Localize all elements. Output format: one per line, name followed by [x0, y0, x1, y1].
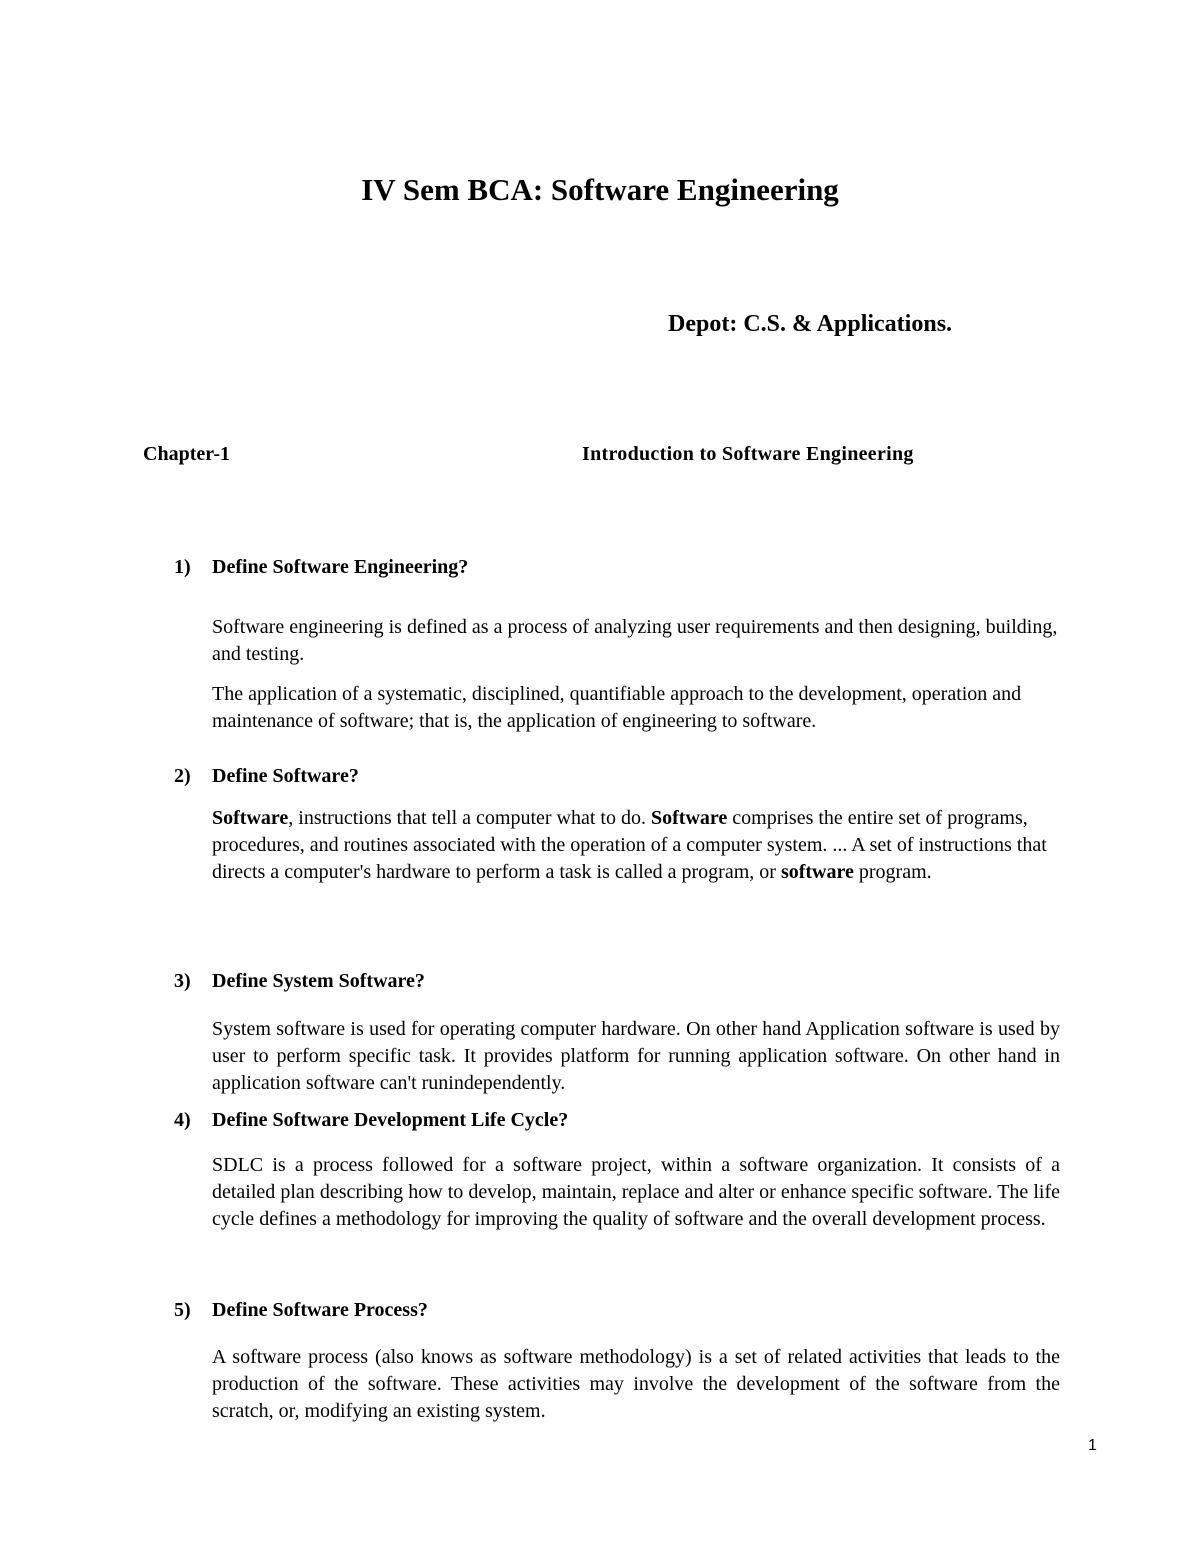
question-number: 3) [174, 970, 191, 992]
question-text: Define Software? [212, 765, 359, 787]
answer-text: program. [853, 861, 932, 883]
question-heading [174, 967, 425, 995]
answer-text: , instructions that tell a computer what to do. [288, 807, 651, 829]
question-text: Define Software Process? [212, 1299, 428, 1321]
answer-paragraph: A software process (also knows as software methodology) is a set of related activities that leads to the production of the software. These activities may involve the development of the software from the scratch, or, modifying an existing system. [212, 1346, 1060, 1422]
answer-paragraph: System software is used for operating computer hardware. On other hand Application software is used by user to perform specific task. It provides platform for running application software. On other hand in application software can't runindependently. [212, 1018, 1060, 1094]
chapter-heading: Introduction to Software Engineering [582, 443, 914, 465]
answer-paragraph: Software engineering is defined as a process of analyzing user requirements and then designing, building, and testing. [212, 616, 1058, 665]
page-number: 1 [1088, 1437, 1097, 1454]
question-number: 5) [174, 1299, 191, 1321]
question-number: 2) [174, 765, 191, 787]
answer-text: comprises the entire set of programs, procedures, and routines associated with the operation of a computer system. ... A set of instructions that directs a computer's hardware to perform a task is called a program, or [212, 807, 1047, 883]
question-text: Define Software Development Life Cycle? [212, 1109, 569, 1131]
answer-paragraph: The application of a systematic, disciplined, quantifiable approach to the development, operation and maintenance of software; that is, the application of engineering to software. [212, 683, 1022, 732]
question-heading [174, 762, 359, 790]
answer-paragraph: SDLC is a process followed for a software project, within a software organization. It consists of a detailed plan describing how to develop, maintain, replace and alter or enhance specific software. The life cycle defines a methodology for improving the quality of software and the overall development process. [212, 1154, 1060, 1230]
document-title: IV Sem BCA: Software Engineering [361, 172, 839, 207]
department-label: Depot: C.S. & Applications. [668, 311, 953, 337]
question-number: 4) [174, 1109, 191, 1131]
chapter-label: Chapter-1 [143, 443, 231, 465]
question-text: Define System Software? [212, 970, 425, 992]
question-heading [174, 553, 468, 581]
bold-term: software [780, 861, 854, 883]
question-number: 1) [174, 556, 191, 578]
question-text: Define Software Engineering? [212, 556, 469, 578]
bold-term: Software [212, 807, 289, 829]
question-heading [174, 1106, 568, 1134]
bold-term: Software [651, 807, 728, 829]
question-heading [174, 1296, 428, 1324]
answer-paragraph [212, 805, 1060, 886]
